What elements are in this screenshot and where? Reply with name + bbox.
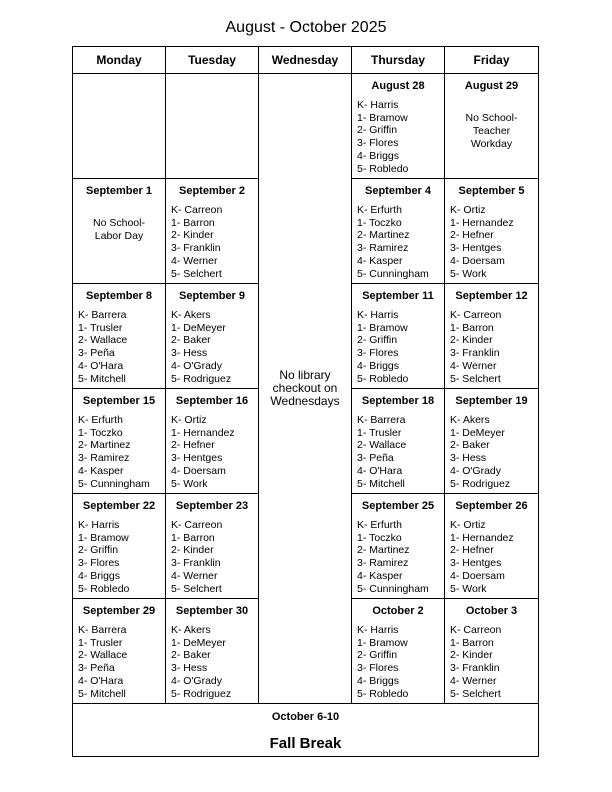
class-teacher-item: 3- Ramirez: [357, 242, 409, 255]
day-date: October 2: [372, 605, 424, 617]
class-teacher-item: 2- Griffin: [357, 124, 398, 137]
class-teacher-item: 4- Doersam: [450, 569, 505, 582]
wednesday-note-line: No library: [279, 368, 331, 382]
class-teacher-item: 4- Werner: [171, 254, 218, 267]
class-teacher-item: 1- Barron: [450, 636, 494, 649]
class-list: [78, 624, 165, 700]
class-list: [357, 99, 444, 175]
class-list: [78, 414, 165, 490]
class-teacher-item: 5- Robledo: [357, 687, 409, 700]
class-teacher-item: 3- Franklin: [171, 242, 221, 255]
day-cell: [166, 389, 259, 494]
class-teacher-item: 5- Selchert: [450, 372, 501, 385]
class-list: [450, 414, 538, 490]
day-date: September 18: [361, 395, 435, 407]
class-teacher-item: K- Carreon: [171, 519, 223, 531]
day-cell: [73, 389, 166, 494]
week-row: [73, 74, 539, 179]
day-date: September 11: [362, 290, 434, 302]
day-cell: [352, 74, 445, 179]
day-cell: [73, 494, 166, 599]
class-teacher-item: 2- Wallace: [78, 649, 128, 662]
class-teacher-item: 2- Martinez: [357, 229, 410, 242]
class-teacher-item: K- Erfurth: [357, 519, 402, 531]
day-cell: [445, 494, 539, 599]
class-teacher-item: K- Carreon: [450, 624, 502, 636]
day-cell: [73, 284, 166, 389]
day-date: September 25: [361, 500, 435, 512]
class-teacher-item: 2- Griffin: [357, 334, 398, 347]
page-title: August - October 2025: [225, 19, 387, 36]
day-header-tuesday: Tuesday: [166, 47, 259, 74]
day-date: October 3: [465, 605, 518, 617]
day-note: [445, 112, 538, 151]
class-teacher-item: K- Erfurth: [357, 204, 402, 216]
class-teacher-item: K- Carreon: [450, 309, 502, 321]
day-header-thursday: Thursday: [352, 47, 445, 74]
class-teacher-item: 4- Doersam: [450, 254, 505, 267]
day-cell: [73, 74, 166, 179]
class-teacher-item: 1- Bramow: [357, 321, 408, 334]
class-teacher-item: 3- Flores: [357, 137, 399, 150]
class-teacher-item: 1- DeMeyer: [171, 321, 226, 334]
class-teacher-item: 4- O'Hara: [78, 674, 124, 687]
day-date: September 1: [85, 185, 153, 197]
day-note-line: Labor Day: [94, 230, 144, 242]
class-teacher-item: 5- Cunningham: [357, 267, 429, 280]
class-list: [357, 414, 444, 490]
class-teacher-item: 5- Work: [450, 582, 487, 595]
class-teacher-item: 4- Kasper: [357, 569, 403, 582]
class-teacher-item: 2- Baker: [171, 334, 211, 347]
class-teacher-item: 4- Kasper: [357, 254, 403, 267]
class-teacher-item: 2- Hefner: [450, 229, 494, 242]
class-teacher-item: 2- Kinder: [171, 229, 214, 242]
class-teacher-item: 4- Werner: [450, 359, 497, 372]
class-teacher-item: 5- Rodriguez: [450, 477, 511, 490]
class-teacher-item: 2- Baker: [450, 439, 490, 452]
day-date: September 5: [458, 185, 525, 197]
day-cell: [352, 389, 445, 494]
day-date: September 23: [175, 500, 249, 512]
day-date: September 19: [455, 395, 528, 407]
day-cell: [352, 179, 445, 284]
class-list: [171, 624, 258, 700]
day-header-wednesday: Wednesday: [259, 47, 352, 74]
day-note-line: No School-: [465, 112, 518, 124]
class-teacher-item: 4- Doersam: [171, 464, 226, 477]
class-teacher-item: 2- Baker: [171, 649, 211, 662]
day-date: August 29: [464, 80, 519, 92]
class-teacher-item: 2- Hefner: [450, 544, 494, 557]
class-list: [78, 519, 165, 595]
class-teacher-item: 1- Trusler: [78, 321, 123, 334]
class-list: [357, 309, 444, 385]
class-teacher-item: 2- Hefner: [171, 439, 215, 452]
class-teacher-item: 2- Griffin: [78, 544, 119, 557]
class-list: [171, 519, 258, 595]
class-teacher-item: K- Harris: [357, 624, 399, 636]
library-schedule-table: [72, 46, 539, 757]
class-teacher-item: 1- Barron: [450, 321, 494, 334]
day-date: September 16: [175, 395, 249, 407]
class-teacher-item: 1- Barron: [171, 216, 215, 229]
day-date: September 22: [82, 500, 156, 512]
class-teacher-item: 1- Toczko: [357, 531, 402, 544]
class-teacher-item: 4- Briggs: [357, 149, 400, 162]
day-date: September 2: [178, 185, 246, 197]
class-teacher-item: 3- Franklin: [171, 557, 221, 570]
class-teacher-item: 1- Trusler: [78, 636, 123, 649]
class-teacher-item: 2- Kinder: [171, 544, 214, 557]
class-teacher-item: 3- Peña: [78, 662, 115, 675]
class-teacher-item: 4- O'Hara: [357, 464, 403, 477]
class-teacher-item: 3- Peña: [78, 347, 115, 360]
class-teacher-item: 2- Wallace: [78, 334, 128, 347]
class-teacher-item: 5- Mitchell: [357, 477, 405, 490]
class-teacher-item: 3- Ramirez: [357, 557, 409, 570]
day-note: [73, 217, 165, 243]
class-teacher-item: 3- Hess: [171, 347, 208, 360]
class-teacher-item: 1- DeMeyer: [450, 426, 505, 439]
class-teacher-item: 4- Briggs: [78, 569, 121, 582]
class-teacher-item: 4- Briggs: [357, 359, 400, 372]
day-cell: [73, 599, 166, 704]
class-list: [450, 309, 538, 385]
class-teacher-item: K- Ortiz: [450, 204, 486, 216]
class-list: [171, 204, 258, 280]
fall-break-title: Fall Break: [269, 735, 342, 752]
class-teacher-item: 5- Mitchell: [78, 372, 126, 385]
class-teacher-item: 5- Mitchell: [78, 687, 126, 700]
day-note-line: Teacher: [472, 125, 511, 137]
class-teacher-item: 5- Rodriguez: [171, 687, 232, 700]
class-teacher-item: 1- DeMeyer: [171, 636, 226, 649]
class-list: [450, 204, 538, 280]
day-cell: [445, 74, 539, 179]
class-teacher-item: K- Akers: [171, 309, 211, 321]
day-cell: [445, 179, 539, 284]
class-teacher-item: 5- Selchert: [171, 582, 222, 595]
class-list: [171, 309, 258, 385]
day-date: September 15: [82, 395, 156, 407]
class-teacher-item: 5- Work: [450, 267, 487, 280]
day-cell: [445, 599, 539, 704]
class-teacher-item: 5- Robledo: [357, 372, 409, 385]
day-cell: [445, 284, 539, 389]
day-note-line: Workday: [470, 138, 513, 150]
class-teacher-item: 1- Toczko: [357, 216, 402, 229]
day-cell: [445, 389, 539, 494]
class-teacher-item: 3- Flores: [78, 557, 120, 570]
class-teacher-item: 3- Hentges: [171, 452, 223, 465]
day-cell: [352, 494, 445, 599]
class-teacher-item: 5- Robledo: [357, 162, 409, 175]
class-teacher-item: 1- Hernandez: [450, 531, 514, 544]
class-teacher-item: 2- Griffin: [357, 649, 398, 662]
class-teacher-item: K- Akers: [450, 414, 490, 426]
day-cell: [166, 599, 259, 704]
class-teacher-item: 2- Kinder: [450, 334, 493, 347]
day-cell: [166, 494, 259, 599]
class-teacher-item: 2- Kinder: [450, 649, 493, 662]
class-teacher-item: 1- Bramow: [357, 636, 408, 649]
class-list: [357, 204, 444, 280]
class-teacher-item: 5- Selchert: [450, 687, 501, 700]
class-teacher-item: 2- Martinez: [357, 544, 410, 557]
day-date: September 29: [82, 605, 156, 617]
wednesday-note-line: Wednesdays: [270, 394, 340, 408]
class-teacher-item: K- Erfurth: [78, 414, 123, 426]
class-teacher-item: K- Barrera: [357, 414, 406, 426]
class-teacher-item: 1- Trusler: [357, 426, 402, 439]
class-teacher-item: 5- Cunningham: [357, 582, 429, 595]
class-teacher-item: K- Barrera: [78, 624, 127, 636]
class-teacher-item: 1- Bramow: [78, 531, 129, 544]
day-date: September 26: [455, 500, 528, 512]
class-list: [450, 624, 538, 700]
class-teacher-item: 2- Martinez: [78, 439, 131, 452]
class-list: [357, 624, 444, 700]
class-teacher-item: K- Harris: [357, 309, 399, 321]
wednesday-note-line: checkout on: [272, 381, 338, 395]
class-teacher-item: K- Akers: [171, 624, 211, 636]
day-note-line: No School-: [93, 217, 145, 229]
class-teacher-item: 4- Werner: [450, 674, 497, 687]
day-cell: [166, 74, 259, 179]
class-list: [78, 309, 165, 385]
class-teacher-item: 3- Flores: [357, 347, 399, 360]
class-teacher-item: 5- Work: [171, 477, 208, 490]
class-teacher-item: 3- Hess: [171, 662, 208, 675]
day-date: September 9: [178, 290, 246, 302]
class-teacher-item: 3- Ramirez: [78, 452, 130, 465]
day-cell: [352, 599, 445, 704]
header-row: [73, 47, 539, 74]
wednesday-cell: [259, 74, 352, 704]
day-date: August 28: [371, 80, 425, 92]
class-teacher-item: K- Ortiz: [450, 519, 486, 531]
class-teacher-item: 3- Flores: [357, 662, 399, 675]
day-cell: [352, 284, 445, 389]
class-teacher-item: 3- Peña: [357, 452, 394, 465]
class-teacher-item: 1- Hernandez: [171, 426, 235, 439]
footer-row: [73, 704, 539, 757]
day-date: September 30: [175, 605, 249, 617]
day-cell: [166, 179, 259, 284]
class-teacher-item: K- Ortiz: [171, 414, 207, 426]
class-teacher-item: K- Harris: [357, 99, 399, 111]
class-teacher-item: 3- Hentges: [450, 242, 502, 255]
fall-break-cell: [73, 704, 539, 757]
class-teacher-item: 4- Werner: [171, 569, 218, 582]
class-teacher-item: 4- O'Grady: [450, 464, 502, 477]
class-teacher-item: 4- O'Hara: [78, 359, 124, 372]
class-teacher-item: 5- Rodriguez: [171, 372, 232, 385]
class-teacher-item: 4- O'Grady: [171, 359, 223, 372]
class-teacher-item: 5- Cunningham: [78, 477, 150, 490]
class-teacher-item: 1- Toczko: [78, 426, 123, 439]
class-teacher-item: 1- Hernandez: [450, 216, 514, 229]
class-teacher-item: K- Carreon: [171, 204, 223, 216]
class-teacher-item: 4- Kasper: [78, 464, 124, 477]
class-teacher-item: 3- Hentges: [450, 557, 502, 570]
fall-break-date: October 6-10: [271, 711, 340, 723]
class-teacher-item: K- Harris: [78, 519, 120, 531]
class-teacher-item: 5- Robledo: [78, 582, 130, 595]
class-teacher-item: 1- Barron: [171, 531, 215, 544]
class-teacher-item: 4- O'Grady: [171, 674, 223, 687]
class-list: [357, 519, 444, 595]
class-list: [171, 414, 258, 490]
class-teacher-item: 4- Briggs: [357, 674, 400, 687]
class-teacher-item: 1- Bramow: [357, 111, 408, 124]
day-date: September 8: [85, 290, 153, 302]
class-teacher-item: 3- Hess: [450, 452, 487, 465]
class-teacher-item: K- Barrera: [78, 309, 127, 321]
class-teacher-item: 5- Selchert: [171, 267, 222, 280]
class-teacher-item: 2- Wallace: [357, 439, 407, 452]
class-teacher-item: 3- Franklin: [450, 347, 500, 360]
day-header-friday: Friday: [445, 47, 539, 74]
class-teacher-item: 3- Franklin: [450, 662, 500, 675]
wednesday-note: [259, 369, 351, 408]
day-cell: [73, 179, 166, 284]
class-list: [450, 519, 538, 595]
day-cell: [166, 284, 259, 389]
day-header-monday: Monday: [73, 47, 166, 74]
day-date: September 4: [364, 185, 432, 197]
day-date: September 12: [455, 290, 528, 302]
